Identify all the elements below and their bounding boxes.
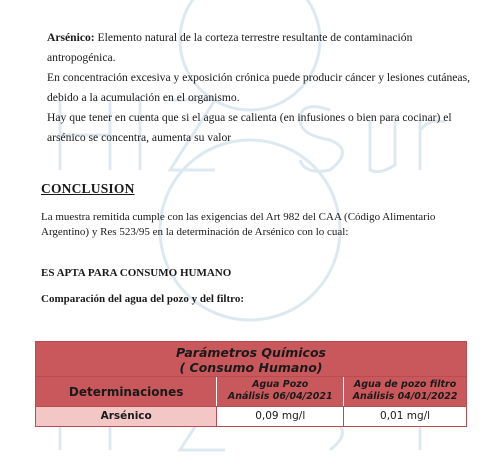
header-agua-pozo — [216, 377, 343, 406]
arsenico-label: Arsénico: — [47, 31, 95, 44]
header-determinaciones: Determinaciones — [68, 384, 184, 399]
row-value-filtro: 0,01 mg/l — [343, 407, 466, 426]
header-agua-pozo-date: Análisis 06/04/2021 — [227, 391, 333, 402]
intro-section — [47, 28, 477, 148]
table-header-row — [35, 377, 467, 407]
row-value-pozo: 0,09 mg/l — [216, 407, 343, 426]
arsenico-text: Elemento natural de la corteza terrestre resultante de contaminación antropogénica. — [47, 31, 413, 64]
conclusion-title: CONCLUSION — [41, 181, 135, 196]
chemical-parameters-table — [35, 341, 467, 427]
arsenico-definition — [47, 28, 477, 68]
header-agua-filtro-title: Agua de pozo filtro — [353, 379, 457, 390]
header-agua-filtro — [343, 377, 466, 406]
table-title-line1: Parámetros Químicos — [176, 345, 326, 360]
header-agua-pozo-title: Agua Pozo — [252, 379, 309, 390]
heating-warning-text: Hay que tener en cuenta que si el agua se calienta (en infusiones o bien para cocinar) el arsénico se concentra, aumenta su valor — [47, 111, 452, 144]
header-agua-filtro-date: Análisis 04/01/2022 — [352, 391, 458, 402]
row-determinacion-name: Arsénico — [100, 410, 152, 422]
table-title-line2: ( Consumo Humano) — [179, 360, 323, 375]
verdict-text: ES APTA PARA CONSUMO HUMANO — [41, 267, 232, 279]
health-risk-text: En concentración excesiva y exposición crónica puede producir cáncer y lesiones cutáneas, debido a la acumulación en el organismo. — [47, 71, 470, 104]
comparison-heading: Comparación del agua del pozo y del filtro: — [41, 293, 244, 305]
table-row — [35, 407, 467, 427]
conclusion-body: La muestra remitida cumple con las exigencias del Art 982 del CAA (Código Alimentario Argentino) y Res 523/95 en la determinación de Arsénico con lo cual: — [41, 211, 436, 238]
table-title — [35, 341, 467, 377]
